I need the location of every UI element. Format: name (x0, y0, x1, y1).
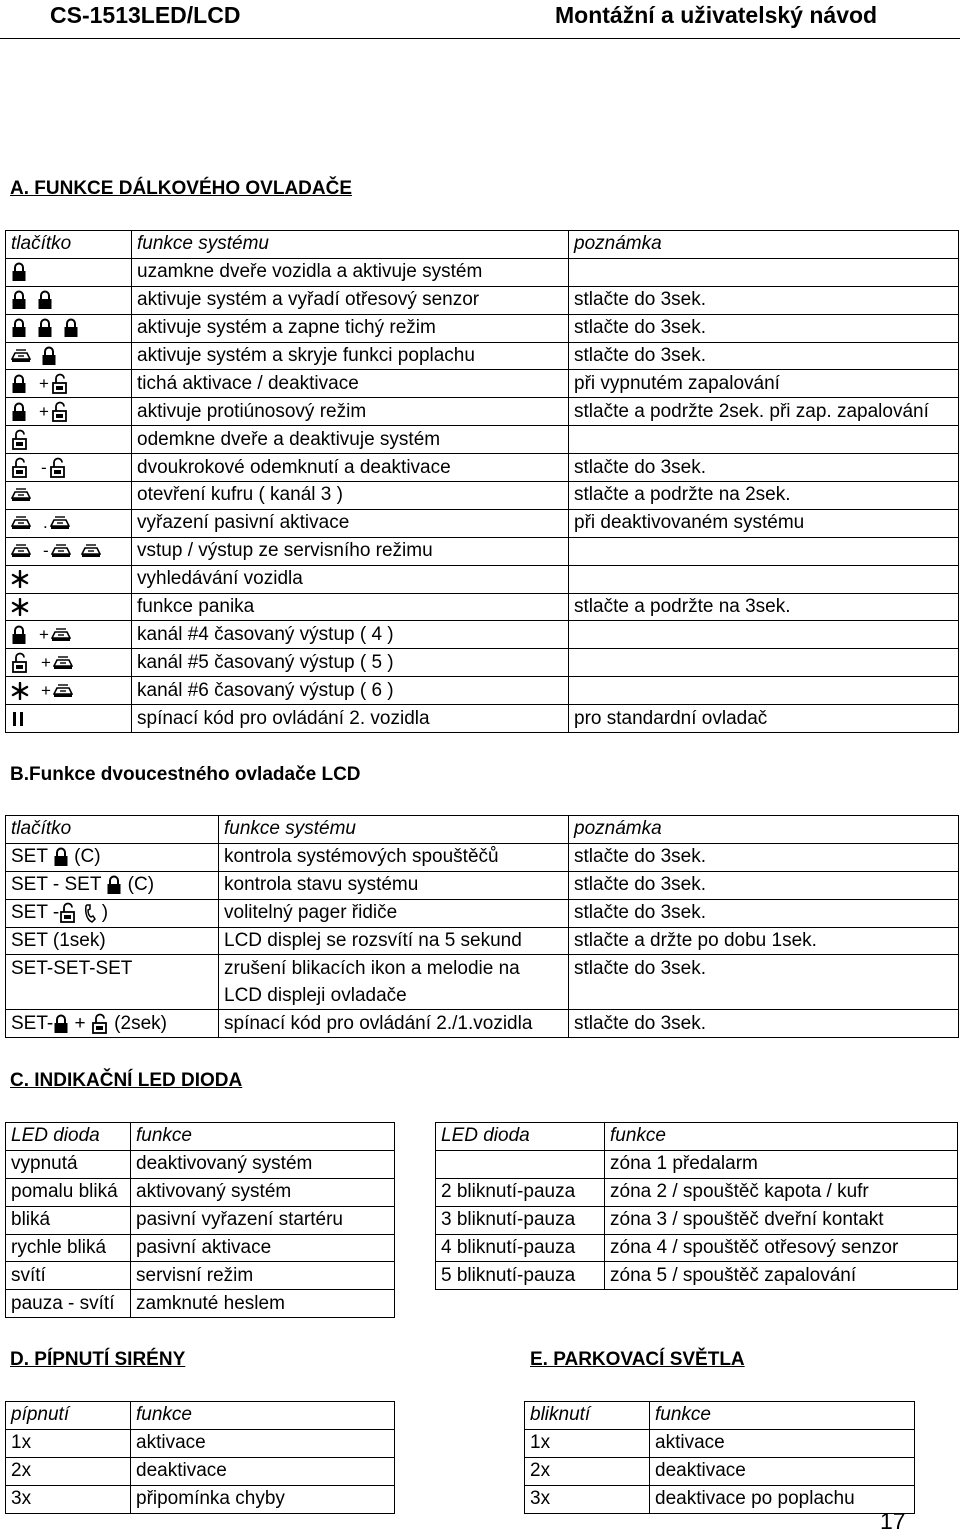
table-row (436, 1150, 958, 1178)
table-row (6, 565, 959, 593)
dash-separator: - (41, 457, 47, 477)
note-cell (569, 537, 959, 565)
led-table-right (435, 1122, 958, 1290)
table-row (6, 899, 959, 927)
key-cell: pomalu bliká (6, 1178, 131, 1206)
button-cell (6, 565, 132, 593)
table-row (6, 649, 959, 677)
button-text: SET-SET-SET (11, 957, 133, 979)
function-cell: aktivace (650, 1429, 915, 1457)
note-cell (569, 982, 959, 1009)
table-row (6, 982, 959, 1009)
lock-icon (63, 318, 79, 338)
lock-icon (11, 262, 27, 282)
function-cell: dvoukrokové odemknutí a deaktivace (132, 454, 569, 482)
trunk-icon (50, 515, 70, 531)
column-header-function: funkce systému (132, 231, 569, 259)
function-cell: zóna 2 / spouštěč kapota / kufr (605, 1178, 958, 1206)
function-cell: zrušení blikacích ikon a melodie na (219, 955, 569, 982)
function-cell: kanál #6 časovaný výstup ( 6 ) (132, 677, 569, 705)
function-cell: servisní režim (131, 1262, 395, 1290)
table-row (6, 426, 959, 454)
dot-separator: . (43, 513, 48, 533)
button-cell (6, 1010, 219, 1038)
function-cell: tichá aktivace / deaktivace (132, 370, 569, 398)
star-icon (11, 682, 29, 700)
plus-separator: + (41, 652, 51, 672)
key-cell: pauza - svítí (6, 1290, 131, 1318)
button-text: ) (96, 902, 109, 924)
function-cell: aktivuje protiúnosový režim (132, 398, 569, 426)
table-row (6, 537, 959, 565)
unlock-icon (11, 652, 29, 674)
note-cell: stlačte do 3sek. (569, 955, 959, 982)
pause-icon (11, 710, 25, 728)
note-cell: stlačte do 3sek. (569, 454, 959, 482)
table-row (6, 342, 959, 370)
note-cell: při vypnutém zapalování (569, 370, 959, 398)
unlock-icon (91, 1013, 109, 1035)
table-header-row (525, 1402, 915, 1430)
table-row (6, 1234, 395, 1262)
table-row (436, 1262, 958, 1290)
key-cell: 3x (6, 1485, 131, 1513)
function-cell: LCD displej se rozsvítí na 5 sekund (219, 927, 569, 955)
button-cell (6, 843, 219, 871)
table-row (6, 482, 959, 510)
header-divider (0, 38, 960, 39)
key-cell: 3 bliknutí-pauza (436, 1206, 605, 1234)
button-cell (6, 899, 219, 927)
lock-icon (53, 1014, 69, 1034)
table-row (525, 1457, 915, 1485)
function-cell: vyřazení pasivní aktivace (132, 509, 569, 537)
table-header-row (6, 1123, 395, 1151)
trunk-icon (51, 543, 71, 559)
function-cell: vstup / výstup ze servisního režimu (132, 537, 569, 565)
button-text: SET - SET (11, 874, 107, 896)
button-cell (6, 454, 132, 482)
button-cell (6, 258, 132, 286)
key-cell (436, 1150, 605, 1178)
button-cell (6, 927, 219, 955)
lock-icon (106, 875, 122, 895)
unlock-icon (49, 457, 67, 479)
remote-functions-table (5, 230, 959, 733)
section-d-title: D. PÍPNUTÍ SIRÉNY (10, 1349, 186, 1370)
column-header-led: LED dioda (436, 1123, 605, 1151)
function-cell: aktivuje systém a zapne tichý režim (132, 314, 569, 342)
function-cell: kanál #5 časovaný výstup ( 5 ) (132, 649, 569, 677)
key-cell: bliká (6, 1206, 131, 1234)
note-cell: stlačte a podržte na 2sek. (569, 482, 959, 510)
function-cell: aktivuje systém a vyřadí otřesový senzor (132, 286, 569, 314)
key-cell: rychle bliká (6, 1234, 131, 1262)
button-text: (C) (68, 846, 101, 868)
unlock-icon (51, 373, 69, 395)
button-cell (6, 370, 132, 398)
section-b-title: B.Funkce dvoucestného ovladače LCD (10, 764, 361, 785)
function-cell: odemkne dveře a deaktivuje systém (132, 426, 569, 454)
note-cell: stlačte do 3sek. (569, 314, 959, 342)
note-cell (569, 649, 959, 677)
table-row (6, 1150, 395, 1178)
table-header-row (6, 816, 959, 844)
button-cell (6, 621, 132, 649)
note-cell: stlačte do 3sek. (569, 342, 959, 370)
function-cell: deaktivace (131, 1457, 395, 1485)
table-row (6, 1290, 395, 1318)
button-cell (6, 482, 132, 510)
function-cell: deaktivace (650, 1457, 915, 1485)
note-cell: pro standardní ovladač (569, 705, 959, 733)
function-cell: volitelný pager řidiče (219, 899, 569, 927)
parking-lights-table (524, 1401, 915, 1514)
column-header-function: funkce systému (219, 816, 569, 844)
lock-icon (11, 290, 27, 310)
section-e-title: E. PARKOVACÍ SVĚTLA (530, 1349, 745, 1370)
table-row (6, 509, 959, 537)
phone-icon (83, 903, 97, 923)
key-cell: 4 bliknutí-pauza (436, 1234, 605, 1262)
button-cell (6, 677, 132, 705)
plus-separator: + (39, 401, 49, 421)
column-header-note: poznámka (569, 816, 959, 844)
button-cell (6, 593, 132, 621)
key-cell: 1x (6, 1429, 131, 1457)
note-cell (569, 677, 959, 705)
function-cell: spínací kód pro ovládání 2. vozidla (132, 705, 569, 733)
lock-icon (11, 402, 27, 422)
function-cell: LCD displeji ovladače (219, 982, 569, 1009)
table-row (6, 454, 959, 482)
function-cell: deaktivovaný systém (131, 1150, 395, 1178)
lock-icon (53, 847, 69, 867)
trunk-icon (11, 543, 31, 559)
key-cell: vypnutá (6, 1150, 131, 1178)
table-row (525, 1485, 915, 1513)
table-row (6, 871, 959, 899)
function-cell: otevření kufru ( kanál 3 ) (132, 482, 569, 510)
key-cell: 5 bliknutí-pauza (436, 1262, 605, 1290)
button-text: (C) (122, 874, 155, 896)
column-header-button: tlačítko (6, 816, 219, 844)
note-cell: stlačte a podržte 2sek. při zap. zapalování (569, 398, 959, 426)
function-cell: pasivní vyřazení startéru (131, 1206, 395, 1234)
table-row (6, 1457, 395, 1485)
column-header-button: tlačítko (6, 231, 132, 259)
table-row (6, 1010, 959, 1038)
button-text: SET- (11, 1012, 54, 1034)
key-cell: svítí (6, 1262, 131, 1290)
table-row (6, 314, 959, 342)
column-header-beeps: pípnutí (6, 1402, 131, 1430)
trunk-icon (11, 348, 31, 364)
dash-separator: - (43, 541, 49, 561)
star-icon (11, 570, 29, 588)
lock-icon (11, 318, 27, 338)
function-cell: aktivace (131, 1429, 395, 1457)
note-cell: stlačte a držte po dobu 1sek. (569, 927, 959, 955)
trunk-icon (51, 627, 71, 643)
table-row (436, 1234, 958, 1262)
note-cell: stlačte do 3sek. (569, 899, 959, 927)
function-cell: zóna 3 / spouštěč dveřní kontakt (605, 1206, 958, 1234)
function-cell: kontrola systémových spouštěčů (219, 843, 569, 871)
trunk-icon (53, 655, 73, 671)
table-row (6, 705, 959, 733)
table-row (6, 1485, 395, 1513)
table-row (525, 1429, 915, 1457)
table-header-row (6, 1402, 395, 1430)
table-row (6, 398, 959, 426)
table-row (6, 677, 959, 705)
trunk-icon (53, 683, 73, 699)
siren-beeps-table (5, 1401, 395, 1514)
button-cell (6, 342, 132, 370)
star-icon (11, 598, 29, 616)
button-cell (6, 649, 132, 677)
table-row (436, 1178, 958, 1206)
function-cell: vyhledávání vozidla (132, 565, 569, 593)
button-cell (6, 314, 132, 342)
table-row (6, 621, 959, 649)
note-cell: stlačte do 3sek. (569, 286, 959, 314)
button-text: SET (11, 846, 53, 868)
function-cell: aktivovaný systém (131, 1178, 395, 1206)
function-cell: spínací kód pro ovládání 2./1.vozidla (219, 1010, 569, 1038)
button-cell (6, 871, 219, 899)
table-header-row (6, 231, 959, 259)
unlock-icon (11, 429, 29, 451)
column-header-function: funkce (605, 1123, 958, 1151)
table-row (6, 1429, 395, 1457)
table-row (6, 927, 959, 955)
lock-icon (37, 290, 53, 310)
table-row (6, 370, 959, 398)
column-header-function: funkce (131, 1402, 395, 1430)
button-text: (2sek) (108, 1012, 167, 1034)
key-cell: 1x (525, 1429, 650, 1457)
column-header-flashes: bliknutí (525, 1402, 650, 1430)
section-a-title: A. FUNKCE DÁLKOVÉHO OVLADAČE (10, 178, 353, 199)
plus-separator: + (39, 624, 49, 644)
table-row (6, 843, 959, 871)
trunk-icon (11, 487, 31, 503)
button-cell (6, 426, 132, 454)
document-model: CS-1513LED/LCD (50, 2, 241, 28)
function-cell: deaktivace po poplachu (650, 1485, 915, 1513)
note-cell: stlačte do 3sek. (569, 843, 959, 871)
function-cell: uzamkne dveře vozidla a aktivuje systém (132, 258, 569, 286)
note-cell (569, 565, 959, 593)
plus-separator: + (39, 373, 49, 393)
table-row (6, 1178, 395, 1206)
led-table-left (5, 1122, 395, 1318)
page-number: 17 (880, 1508, 906, 1534)
document-title: Montážní a uživatelský návod (555, 2, 878, 28)
function-cell: kanál #4 časovaný výstup ( 4 ) (132, 621, 569, 649)
note-cell: stlačte a podržte na 3sek. (569, 593, 959, 621)
table-row (6, 955, 959, 982)
note-cell (569, 426, 959, 454)
table-row (6, 258, 959, 286)
section-c-title: C. INDIKAČNÍ LED DIODA (10, 1070, 243, 1091)
column-header-function: funkce (650, 1402, 915, 1430)
unlock-icon (11, 457, 29, 479)
button-text: + (69, 1012, 91, 1034)
table-row (6, 286, 959, 314)
function-cell: pasivní aktivace (131, 1234, 395, 1262)
column-header-led: LED dioda (6, 1123, 131, 1151)
lcd-remote-table (5, 815, 959, 1038)
table-row (6, 593, 959, 621)
function-cell: aktivuje systém a skryje funkci poplachu (132, 342, 569, 370)
note-cell (569, 258, 959, 286)
function-cell: kontrola stavu systému (219, 871, 569, 899)
function-cell: připomínka chyby (131, 1485, 395, 1513)
column-header-note: poznámka (569, 231, 959, 259)
button-cell (6, 955, 219, 982)
lock-icon (37, 318, 53, 338)
table-row (436, 1206, 958, 1234)
button-text: SET (1sek) (11, 930, 106, 951)
table-row (6, 1262, 395, 1290)
key-cell: 3x (525, 1485, 650, 1513)
button-cell (6, 286, 132, 314)
button-cell (6, 509, 132, 537)
function-cell: zóna 1 předalarm (605, 1150, 958, 1178)
button-cell (6, 705, 132, 733)
plus-separator: + (41, 680, 51, 700)
key-cell: 2 bliknutí-pauza (436, 1178, 605, 1206)
button-text: SET - (11, 902, 60, 924)
note-cell: stlačte do 3sek. (569, 871, 959, 899)
column-header-function: funkce (131, 1123, 395, 1151)
function-cell: funkce panika (132, 593, 569, 621)
table-header-row (436, 1123, 958, 1151)
lock-icon (41, 346, 57, 366)
button-cell (6, 537, 132, 565)
function-cell: zóna 4 / spouštěč otřesový senzor (605, 1234, 958, 1262)
function-cell: zóna 5 / spouštěč zapalování (605, 1262, 958, 1290)
note-cell (569, 621, 959, 649)
trunk-icon (81, 543, 101, 559)
key-cell: 2x (6, 1457, 131, 1485)
key-cell: 2x (525, 1457, 650, 1485)
lock-icon (11, 625, 27, 645)
note-cell: stlačte do 3sek. (569, 1010, 959, 1038)
function-cell: zamknuté heslem (131, 1290, 395, 1318)
button-cell (6, 982, 219, 1009)
lock-icon (11, 374, 27, 394)
unlock-icon (59, 902, 77, 924)
button-cell (6, 398, 132, 426)
table-row (6, 1206, 395, 1234)
note-cell: při deaktivovaném systému (569, 509, 959, 537)
unlock-icon (51, 401, 69, 423)
trunk-icon (11, 515, 31, 531)
